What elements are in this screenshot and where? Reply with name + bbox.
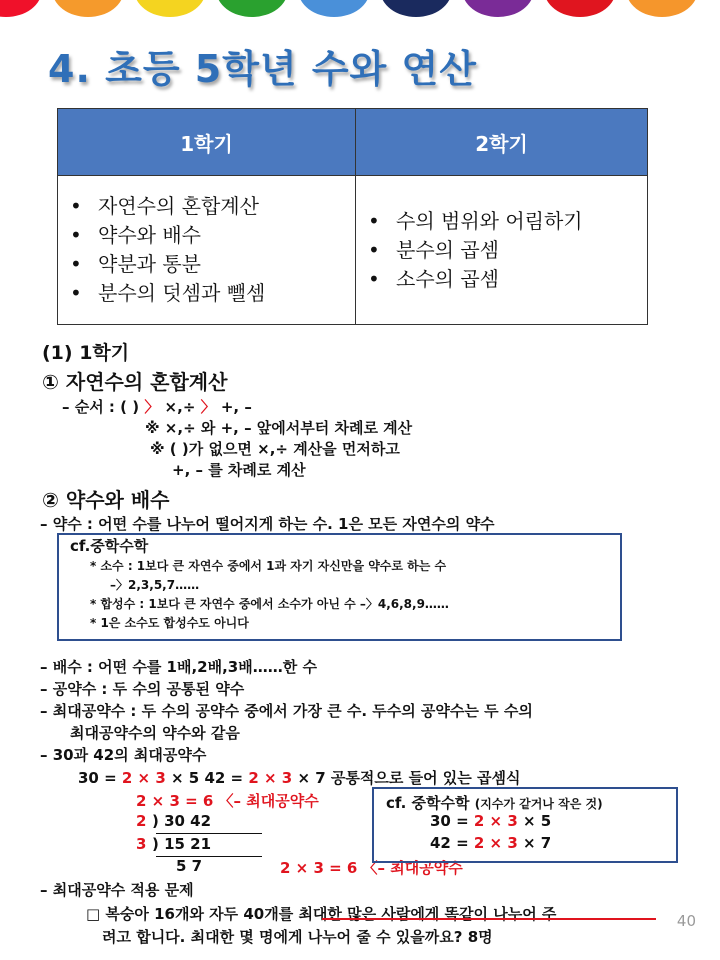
cf-box-title: cf.중학수학	[70, 537, 149, 555]
gcd-example-heading: – 30과 42의 최대공약수	[40, 746, 207, 764]
gcd-definition-cont: 최대공약수의 약수와 같음	[70, 724, 240, 742]
stripe-pill	[462, 0, 534, 17]
problem-text-2: 려고 합니다. 최대한 몇 명에게 나누어 줄 수 있을까요? 8명	[102, 928, 493, 946]
divisor-definition: – 약수 : 어떤 수를 나누어 떨어지게 하는 수. 1은 모든 자연수의 약수	[40, 515, 495, 533]
problem-text-1: □ 복숭아 16개와 자두 40개를 최대한 많은 사람에게 똑같이 나누어 주	[86, 905, 557, 923]
factor-text: × 7 공통적으로 들어 있는 곱셈식	[292, 769, 521, 787]
cf2-common: 2 × 3	[473, 812, 518, 830]
list-item: • 분수의 덧셈과 뺄셈	[70, 279, 355, 308]
cf2-note: (지수가 같거나 작은 것)	[474, 797, 603, 811]
cf2-text: 30 =	[430, 812, 474, 830]
gcd-result: 2 × 3 = 6 〈– 최대공약수	[136, 792, 319, 810]
semester-2-header: 2학기	[356, 109, 648, 176]
order-text: ×,÷	[159, 398, 201, 416]
list-item: • 약분과 통분	[70, 250, 355, 279]
order-arrow: 〉	[200, 398, 216, 416]
stripe-pill	[216, 0, 288, 17]
semester-table	[57, 108, 648, 325]
order-arrow: 〉	[144, 398, 160, 416]
stripe-pill	[626, 0, 698, 17]
note-line: ※ ( )가 없으면 ×,÷ 계산을 먼저하고	[150, 440, 400, 458]
section-heading: (1) 1학기	[42, 342, 130, 364]
topic-heading-2: ② 약수와 배수	[42, 488, 170, 512]
divisor-3: 3	[136, 835, 147, 853]
multiple-definition: – 배수 : 어떤 수를 1배,2배,3배……한 수	[40, 658, 317, 676]
semester-2-cell	[356, 176, 648, 325]
prime-examples: –〉2,3,5,7……	[110, 578, 200, 592]
note-line: +, – 를 차례로 계산	[172, 461, 306, 479]
stripe-pill	[134, 0, 206, 17]
list-item: • 자연수의 혼합계산	[70, 192, 355, 221]
factor-line	[78, 767, 520, 788]
gcd-definition: – 최대공약수 : 두 수의 공약수 중에서 가장 큰 수. 두수의 공약수는 두 수의	[40, 702, 533, 720]
semester-1-header: 1학기	[58, 109, 356, 176]
division-rule	[156, 856, 262, 857]
division-quotients: 5 7	[176, 857, 203, 875]
page-number: 40	[676, 912, 696, 930]
semester-1-cell	[58, 176, 356, 325]
division-row-1: ) 30 42	[152, 812, 212, 830]
order-text: +, –	[215, 398, 252, 416]
problem-heading: – 최대공약수 적용 문제	[40, 881, 194, 899]
list-item: • 약수와 배수	[70, 221, 355, 250]
gcd-result-2: 2 × 3 = 6 〈– 최대공약수	[280, 859, 463, 877]
cf2-title	[386, 792, 603, 813]
one-note: * 1은 소수도 합성수도 아니다	[90, 616, 249, 630]
composite-definition: * 합성수 : 1보다 큰 자연수 중에서 소수가 아닌 수 –〉4,6,8,9……	[90, 597, 449, 611]
stripe-pill	[0, 0, 42, 17]
stripe-pill	[298, 0, 370, 17]
list-item: • 수의 범위와 어림하기	[368, 207, 647, 236]
order-text: – 순서 : ( )	[62, 398, 145, 416]
common-divisor-definition: – 공약수 : 두 수의 공통된 약수	[40, 680, 245, 698]
topic-heading-1: ① 자연수의 혼합계산	[42, 370, 228, 394]
cf2-line-42	[430, 834, 551, 852]
note-line: ※ ×,÷ 와 +, – 앞에서부터 차례로 계산	[145, 419, 413, 437]
common-factor: 2 × 3	[121, 769, 166, 787]
list-item: • 소수의 곱셈	[368, 265, 647, 294]
factor-text: 30 =	[78, 769, 122, 787]
cf2-text: × 5	[517, 812, 552, 830]
cf2-common: 2 × 3	[473, 834, 518, 852]
cf2-text: × 7	[517, 834, 552, 852]
stripe-pill	[544, 0, 616, 17]
stripe-pill	[380, 0, 452, 17]
stripe-pill	[52, 0, 124, 17]
prime-definition: * 소수 : 1보다 큰 자연수 중에서 1과 자기 자신만을 약수로 하는 수	[90, 559, 447, 573]
cf2-title-text: cf. 중학수학	[386, 794, 470, 812]
cf2-line-30	[430, 812, 551, 830]
factor-text: × 5 42 =	[165, 769, 249, 787]
cf2-text: 42 =	[430, 834, 474, 852]
division-row-2: ) 15 21	[152, 835, 212, 853]
order-line	[62, 396, 252, 417]
page-title: 4. 초등 5학년 수와 연산	[48, 47, 477, 91]
common-factor: 2 × 3	[248, 769, 293, 787]
list-item: • 분수의 곱셈	[368, 236, 647, 265]
problem-underline	[322, 918, 656, 920]
divisor-2: 2	[136, 812, 147, 830]
division-rule	[156, 833, 262, 834]
